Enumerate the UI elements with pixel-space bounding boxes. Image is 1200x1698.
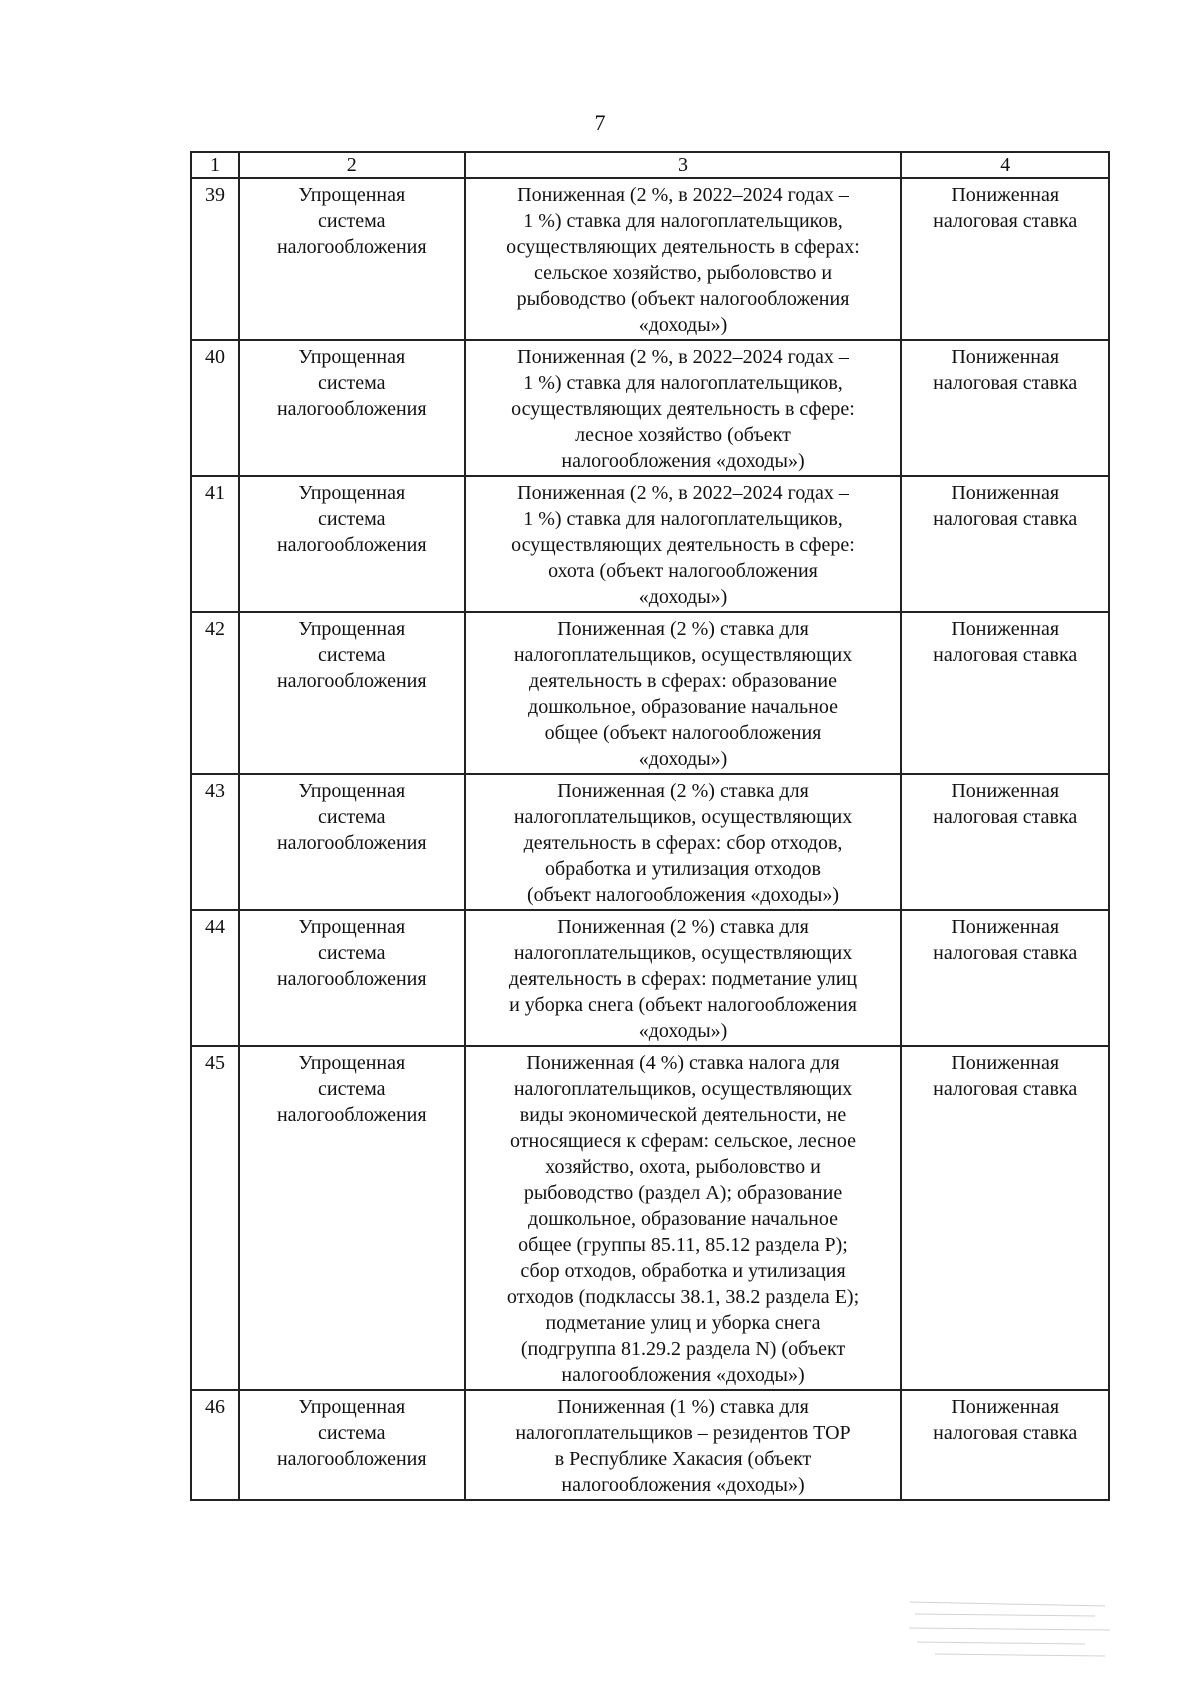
tax-system-line: Упрощенная bbox=[298, 916, 406, 938]
description-line: Пониженная (2 %, в 2022–2024 годах – bbox=[517, 184, 849, 206]
description-line: общее (объект налогообложения bbox=[544, 722, 822, 744]
benefit-type-line: налоговая ставка bbox=[933, 1078, 1078, 1100]
tax-system-line: Упрощенная bbox=[298, 618, 406, 640]
benefit-description-cell bbox=[465, 340, 902, 476]
benefit-type-line: Пониженная bbox=[951, 482, 1060, 504]
description-line: охота (объект налогообложения bbox=[548, 560, 818, 582]
description-line: налогообложения «доходы») bbox=[561, 1364, 805, 1386]
row-number: 39 bbox=[191, 178, 239, 340]
tax-system-cell bbox=[239, 476, 465, 612]
description-line: дошкольное, образование начальное bbox=[528, 1208, 838, 1230]
tax-system-line: система bbox=[318, 1078, 386, 1100]
description-line: относящиеся к сферам: сельское, лесное bbox=[510, 1130, 856, 1152]
benefit-type-line: Пониженная bbox=[951, 1396, 1060, 1418]
description-line: сбор отходов, обработка и утилизация bbox=[520, 1260, 846, 1282]
description-line: деятельность в сферах: образование bbox=[529, 670, 837, 692]
benefit-description-cell bbox=[465, 178, 902, 340]
description-line: осуществляющих деятельность в сфере: bbox=[511, 398, 855, 420]
tax-system-line: налогообложения bbox=[276, 968, 427, 990]
table-header-row bbox=[191, 152, 1109, 178]
description-line: 1 %) ставка для налогоплательщиков, bbox=[523, 372, 843, 394]
tax-system-line: система bbox=[318, 1422, 386, 1444]
tax-system-line: налогообложения bbox=[276, 670, 427, 692]
benefit-description-cell bbox=[465, 612, 902, 774]
description-line: 1 %) ставка для налогоплательщиков, bbox=[523, 210, 843, 232]
description-line: дошкольное, образование начальное bbox=[528, 696, 838, 718]
tax-system-line: Упрощенная bbox=[298, 482, 406, 504]
tax-system-line: налогообложения bbox=[276, 832, 427, 854]
row-number: 45 bbox=[191, 1046, 239, 1390]
row-number: 42 bbox=[191, 612, 239, 774]
tax-system-line: система bbox=[318, 210, 386, 232]
tax-system-line: система bbox=[318, 372, 386, 394]
benefit-type-cell bbox=[901, 774, 1109, 910]
tax-system-line: система bbox=[318, 644, 386, 666]
benefit-type-cell bbox=[901, 1046, 1109, 1390]
row-number: 40 bbox=[191, 340, 239, 476]
benefit-description-cell bbox=[465, 1390, 902, 1500]
description-line: налогоплательщиков, осуществляющих bbox=[513, 806, 853, 828]
description-line: «доходы») bbox=[638, 748, 728, 770]
description-line: налогообложения «доходы») bbox=[561, 1474, 805, 1496]
tax-system-line: налогообложения bbox=[276, 1448, 427, 1470]
description-line: Пониженная (2 %) ставка для bbox=[557, 780, 809, 802]
benefit-type-line: Пониженная bbox=[951, 618, 1060, 640]
description-line: Пониженная (2 %) ставка для bbox=[557, 618, 809, 640]
table-row bbox=[191, 476, 1109, 612]
tax-system-cell bbox=[239, 612, 465, 774]
registration-stamp bbox=[905, 1592, 1115, 1662]
benefit-type-line: налоговая ставка bbox=[933, 806, 1078, 828]
benefit-type-cell bbox=[901, 178, 1109, 340]
description-line: деятельность в сферах: подметание улиц bbox=[508, 968, 858, 990]
tax-system-cell bbox=[239, 1390, 465, 1500]
row-number: 46 bbox=[191, 1390, 239, 1500]
column-header: 2 bbox=[239, 152, 465, 178]
description-line: деятельность в сферах: сбор отходов, bbox=[523, 832, 843, 854]
tax-system-line: Упрощенная bbox=[298, 346, 406, 368]
tax-benefits-table bbox=[190, 151, 1110, 1501]
description-line: 1 %) ставка для налогоплательщиков, bbox=[523, 508, 843, 530]
tax-system-cell bbox=[239, 1046, 465, 1390]
tax-system-line: налогообложения bbox=[276, 398, 427, 420]
description-line: Пониженная (1 %) ставка для bbox=[557, 1396, 809, 1418]
description-line: Пониженная (4 %) ставка налога для bbox=[526, 1052, 840, 1074]
column-header: 3 bbox=[465, 152, 902, 178]
description-line: налогоплательщиков, осуществляющих bbox=[513, 644, 853, 666]
description-line: виды экономической деятельности, не bbox=[519, 1104, 847, 1126]
row-number: 43 bbox=[191, 774, 239, 910]
benefit-type-line: налоговая ставка bbox=[933, 1422, 1078, 1444]
tax-system-line: Упрощенная bbox=[298, 780, 406, 802]
description-line: осуществляющих деятельность в сфере: bbox=[511, 534, 855, 556]
table-row bbox=[191, 178, 1109, 340]
row-number: 44 bbox=[191, 910, 239, 1046]
tax-system-line: система bbox=[318, 942, 386, 964]
description-line: «доходы») bbox=[638, 1020, 728, 1042]
tax-system-cell bbox=[239, 910, 465, 1046]
tax-system-cell bbox=[239, 178, 465, 340]
tax-system-cell bbox=[239, 340, 465, 476]
description-line: отходов (подклассы 38.1, 38.2 раздела E); bbox=[506, 1286, 860, 1308]
tax-system-line: налогообложения bbox=[276, 236, 427, 258]
table-row bbox=[191, 1390, 1109, 1500]
benefit-description-cell bbox=[465, 774, 902, 910]
benefit-type-cell bbox=[901, 476, 1109, 612]
description-line: в Республике Хакасия (объект bbox=[554, 1448, 812, 1470]
column-header: 4 bbox=[901, 152, 1109, 178]
table-row bbox=[191, 612, 1109, 774]
description-line: налогоплательщиков – резидентов ТОР bbox=[515, 1422, 851, 1444]
description-line: общее (группы 85.11, 85.12 раздела P); bbox=[518, 1234, 848, 1256]
description-line: осуществляющих деятельность в сферах: bbox=[506, 236, 860, 258]
benefit-type-line: Пониженная bbox=[951, 780, 1060, 802]
description-line: налогоплательщиков, осуществляющих bbox=[513, 942, 853, 964]
table-row bbox=[191, 340, 1109, 476]
benefit-type-line: Пониженная bbox=[951, 346, 1060, 368]
table-body bbox=[191, 178, 1109, 1500]
benefit-type-line: налоговая ставка bbox=[933, 372, 1078, 394]
benefit-type-cell bbox=[901, 340, 1109, 476]
table-row bbox=[191, 774, 1109, 910]
benefit-type-cell bbox=[901, 910, 1109, 1046]
benefit-type-line: Пониженная bbox=[951, 916, 1060, 938]
tax-system-line: Упрощенная bbox=[298, 1396, 406, 1418]
tax-system-line: налогообложения bbox=[276, 534, 427, 556]
description-line: обработка и утилизация отходов bbox=[545, 858, 821, 880]
benefit-type-line: налоговая ставка bbox=[933, 644, 1078, 666]
description-line: Пониженная (2 %, в 2022–2024 годах – bbox=[517, 346, 849, 368]
benefit-type-cell bbox=[901, 1390, 1109, 1500]
benefit-type-line: Пониженная bbox=[951, 184, 1060, 206]
description-line: рыбоводство (раздел А); образование bbox=[523, 1182, 843, 1204]
description-line: лесное хозяйство (объект bbox=[575, 424, 791, 446]
benefit-type-line: налоговая ставка bbox=[933, 508, 1078, 530]
tax-system-line: налогообложения bbox=[276, 1104, 427, 1126]
description-line: (объект налогообложения «доходы») bbox=[527, 884, 840, 906]
description-line: Пониженная (2 %, в 2022–2024 годах – bbox=[517, 482, 849, 504]
tax-system-line: Упрощенная bbox=[298, 1052, 406, 1074]
description-line: подметание улиц и уборка снега bbox=[545, 1312, 821, 1334]
description-line: сельское хозяйство, рыболовство и bbox=[533, 262, 833, 284]
benefit-type-line: Пониженная bbox=[951, 1052, 1060, 1074]
tax-system-line: система bbox=[318, 508, 386, 530]
description-line: «доходы») bbox=[638, 586, 728, 608]
description-line: и уборка снега (объект налогообложения bbox=[509, 994, 857, 1016]
tax-system-line: система bbox=[318, 806, 386, 828]
description-line: Пониженная (2 %) ставка для bbox=[557, 916, 809, 938]
benefit-type-line: налоговая ставка bbox=[933, 210, 1078, 232]
benefit-description-cell bbox=[465, 476, 902, 612]
page-number: 7 bbox=[594, 110, 606, 135]
tax-system-cell bbox=[239, 774, 465, 910]
description-line: хозяйство, охота, рыболовство и bbox=[545, 1156, 821, 1178]
column-header: 1 bbox=[191, 152, 239, 178]
table-row bbox=[191, 1046, 1109, 1390]
description-line: рыбоводство (объект налогообложения bbox=[516, 288, 850, 310]
benefit-type-cell bbox=[901, 612, 1109, 774]
row-number: 41 bbox=[191, 476, 239, 612]
description-line: налогоплательщиков, осуществляющих bbox=[513, 1078, 853, 1100]
benefit-description-cell bbox=[465, 1046, 902, 1390]
tax-system-line: Упрощенная bbox=[298, 184, 406, 206]
description-line: налогообложения «доходы») bbox=[561, 450, 805, 472]
description-line: «доходы») bbox=[638, 314, 728, 336]
description-line: (подгруппа 81.29.2 раздела N) (объект bbox=[520, 1338, 846, 1360]
benefit-description-cell bbox=[465, 910, 902, 1046]
table-row bbox=[191, 910, 1109, 1046]
benefit-type-line: налоговая ставка bbox=[933, 942, 1078, 964]
